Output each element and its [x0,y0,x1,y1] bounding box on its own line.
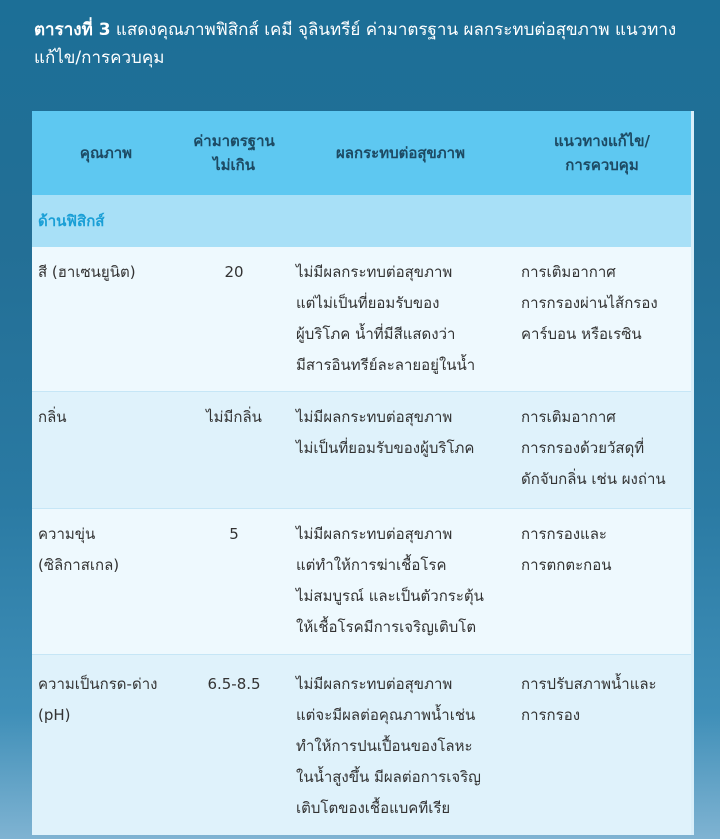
cell-line: ดักจับกลิ่น เช่น ผงถ่าน [521,470,666,488]
header-effect: ผลกระทบต่อสุขภาพ [336,144,465,162]
cell-standard: 6.5-8.5 [207,675,261,693]
cell-line: ให้เชื้อโรคมีการเจริญเติบโต [296,618,477,636]
cell-standard: 5 [229,525,239,543]
cell-line: การตกตะกอน [521,556,612,574]
cell-quality [32,257,180,288]
cell-line: คาร์บอน หรือเรซิน [521,325,642,343]
cell-line: ในน้ำสูงขึ้น มีผลต่อการเจริญ [296,768,481,786]
cell-line: การกรองด้วยวัสดุที่ [521,439,645,457]
cell-line: การเติมอากาศ [521,263,616,281]
cell-quality [32,519,180,581]
cell-effect [288,669,513,824]
cell-line: ความเป็นกรด-ด่าง [38,675,158,693]
header-solution-line1: แนวทางแก้ไข/ [553,132,650,150]
section-physics: ด้านฟิสิกส์ [32,195,691,247]
cell-line: ความขุ่น [38,525,96,543]
cell-line: ไม่สมบูรณ์ และเป็นตัวกระตุ้น [296,587,484,605]
cell-solution [513,519,691,581]
cell-line: สี (ฮาเซนยูนิต) [38,263,136,281]
table-row [32,247,691,392]
caption-text: แสดงคุณภาพฟิสิกส์ เคมี จุลินทรีย์ ค่ามาตรฐาน ผลกระทบต่อสุขภาพ แนวทางแก้ไข/การควบคุม [34,20,677,68]
cell-line: มีสารอินทรีย์ละลายอยู่ในน้ำ [296,356,476,374]
cell-line: ไม่มีผลกระทบต่อสุขภาพ [296,675,453,693]
header-solution-line2: การควบคุม [565,156,639,174]
cell-line: ไม่มีผลกระทบต่อสุขภาพ [296,263,453,281]
cell-line: การกรองผ่านไส้กรอง [521,294,658,312]
cell-solution [513,669,691,731]
header-standard-line1: ค่ามาตรฐาน [193,132,275,150]
cell-line: ผู้บริโภค น้ำที่มีสีแสดงว่า [296,325,456,343]
cell-line: การกรองและ [521,525,607,543]
cell-line: แต่ทำให้การฆ่าเชื้อโรค [296,556,447,574]
cell-line: การเติมอากาศ [521,408,616,426]
cell-standard: 20 [224,263,244,281]
table-header [32,111,691,195]
table-row [32,392,691,509]
cell-line: ไม่มีผลกระทบต่อสุขภาพ [296,525,453,543]
table-row [32,509,691,655]
cell-line: การปรับสภาพน้ำและ [521,675,657,693]
cell-quality [32,669,180,731]
cell-line: แต่ไม่เป็นที่ยอมรับของ [296,294,440,312]
quality-table [32,111,694,835]
cell-solution [513,257,691,350]
cell-standard: ไม่มีกลิ่น [206,408,262,426]
cell-line: กลิ่น [38,408,67,426]
cell-line: (ซิลิกาสเกล) [38,556,120,574]
cell-effect [288,519,513,643]
cell-line: ทำให้การปนเปื้อนของโลหะ [296,737,473,755]
caption-lead: ตารางที่ 3 [34,20,111,40]
header-standard [180,129,288,177]
cell-effect [288,257,513,381]
table-caption [34,16,704,72]
cell-line: แต่จะมีผลต่อคุณภาพน้ำเช่น [296,706,476,724]
cell-line: (pH) [38,706,71,724]
cell-quality [32,402,180,433]
table-row [32,655,691,835]
cell-line: ไม่มีผลกระทบต่อสุขภาพ [296,408,453,426]
header-solution [513,129,691,177]
header-standard-line2: ไม่เกิน [213,156,255,174]
cell-line: การกรอง [521,706,581,724]
cell-effect [288,402,513,464]
cell-line: ไม่เป็นที่ยอมรับของผู้บริโภค [296,439,475,457]
cell-solution [513,402,691,495]
header-quality: คุณภาพ [79,144,133,162]
cell-line: เติบโตของเชื้อแบคทีเรีย [296,799,451,817]
